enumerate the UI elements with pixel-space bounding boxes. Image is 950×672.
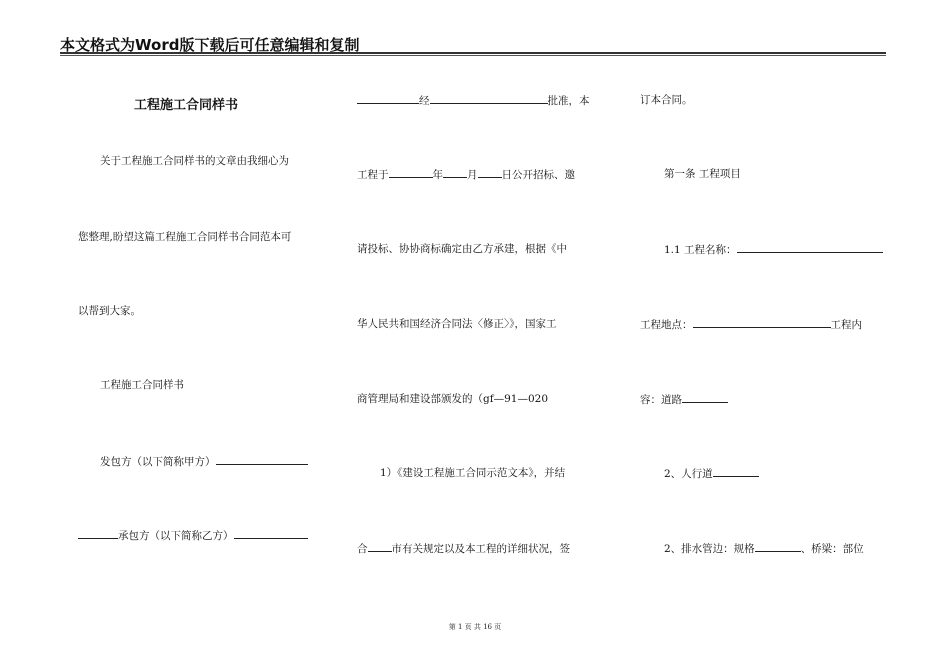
col2-line-2-c: 月 <box>467 169 478 181</box>
blank-field <box>478 167 502 178</box>
col2-line-2-a: 工程于 <box>357 169 389 181</box>
col3-line-7-a: 2、排水管边：规格 <box>664 543 755 555</box>
blank-field <box>737 242 883 253</box>
col3-line-3 <box>664 242 883 257</box>
col1-line-6 <box>78 528 308 543</box>
blank-field <box>713 466 759 477</box>
blank-field <box>357 93 419 104</box>
col2-line-7-a: 合 <box>357 543 368 555</box>
col2-line-5: 商管理局和建设部颁发的（gf—91—020 <box>357 393 549 405</box>
col1-line-4: 工程施工合同样书 <box>100 379 184 391</box>
col2-line-2-d: 日公开招标、邀 <box>501 169 575 181</box>
col2-line-3: 请投标、协协商标确定由乙方承建，根据《中 <box>357 243 567 255</box>
blank-field <box>430 93 548 104</box>
col2-line-7 <box>357 541 570 556</box>
col3-line-4-a: 工程地点： <box>640 319 693 331</box>
col3-line-5 <box>640 392 728 407</box>
col3-line-6 <box>664 466 759 481</box>
col1-line-3: 以帮到大家。 <box>78 305 141 317</box>
blank-field <box>216 454 308 465</box>
header-rule-thin <box>60 55 886 56</box>
col2-line-1-b: 批准，本 <box>547 95 590 107</box>
col2-line-4: 华人民共和国经济合同法〈修正〉》，国家工 <box>357 318 557 330</box>
col2-line-1-a: 经 <box>419 95 430 107</box>
col3-line-5-text: 容：道路 <box>640 394 682 406</box>
document-title: 工程施工合同样书 <box>134 98 239 113</box>
col2-line-1 <box>357 93 590 108</box>
blank-field <box>443 167 467 178</box>
col2-line-7-b: 市有关规定以及本工程的详细状况，签 <box>391 543 570 555</box>
col3-line-3-text: 1.1 工程名称： <box>664 244 737 256</box>
blank-field <box>682 392 728 403</box>
col3-line-2: 第一条 工程项目 <box>664 168 741 180</box>
blank-field <box>693 317 831 328</box>
col3-line-1: 订本合同。 <box>640 94 693 106</box>
col1-line-2: 您整理,盼望这篇工程施工合同样书合同范本可 <box>78 231 292 243</box>
col1-line-5 <box>100 454 308 469</box>
col3-line-7 <box>664 541 864 556</box>
blank-field <box>389 167 433 178</box>
col3-line-4-b: 工程内 <box>830 319 862 331</box>
blank-field <box>755 541 801 552</box>
col1-line-6-text: 承包方（以下简称乙方） <box>118 530 234 542</box>
document-header: 本文格式为Word版下载后可任意编辑和复制 <box>60 36 360 54</box>
col2-line-2-b: 年 <box>432 169 443 181</box>
blank-field <box>234 528 308 539</box>
col3-line-4 <box>640 317 862 332</box>
col3-line-7-b: 、桥梁：部位 <box>800 543 864 555</box>
col1-line-1: 关于工程施工合同样书的文章由我细心为 <box>100 155 289 167</box>
blank-field <box>368 541 392 552</box>
col2-line-2 <box>357 167 575 182</box>
page-number-footer: 第 1 页 共 16 页 <box>448 623 502 631</box>
blank-field <box>78 528 118 539</box>
header-rule-thick <box>60 52 886 54</box>
col3-line-6-text: 2、人行道 <box>664 468 713 480</box>
col1-line-5-text: 发包方（以下简称甲方） <box>100 456 216 468</box>
col2-line-6: 1）《建设工程施工合同示范文本》，并结 <box>380 467 566 479</box>
